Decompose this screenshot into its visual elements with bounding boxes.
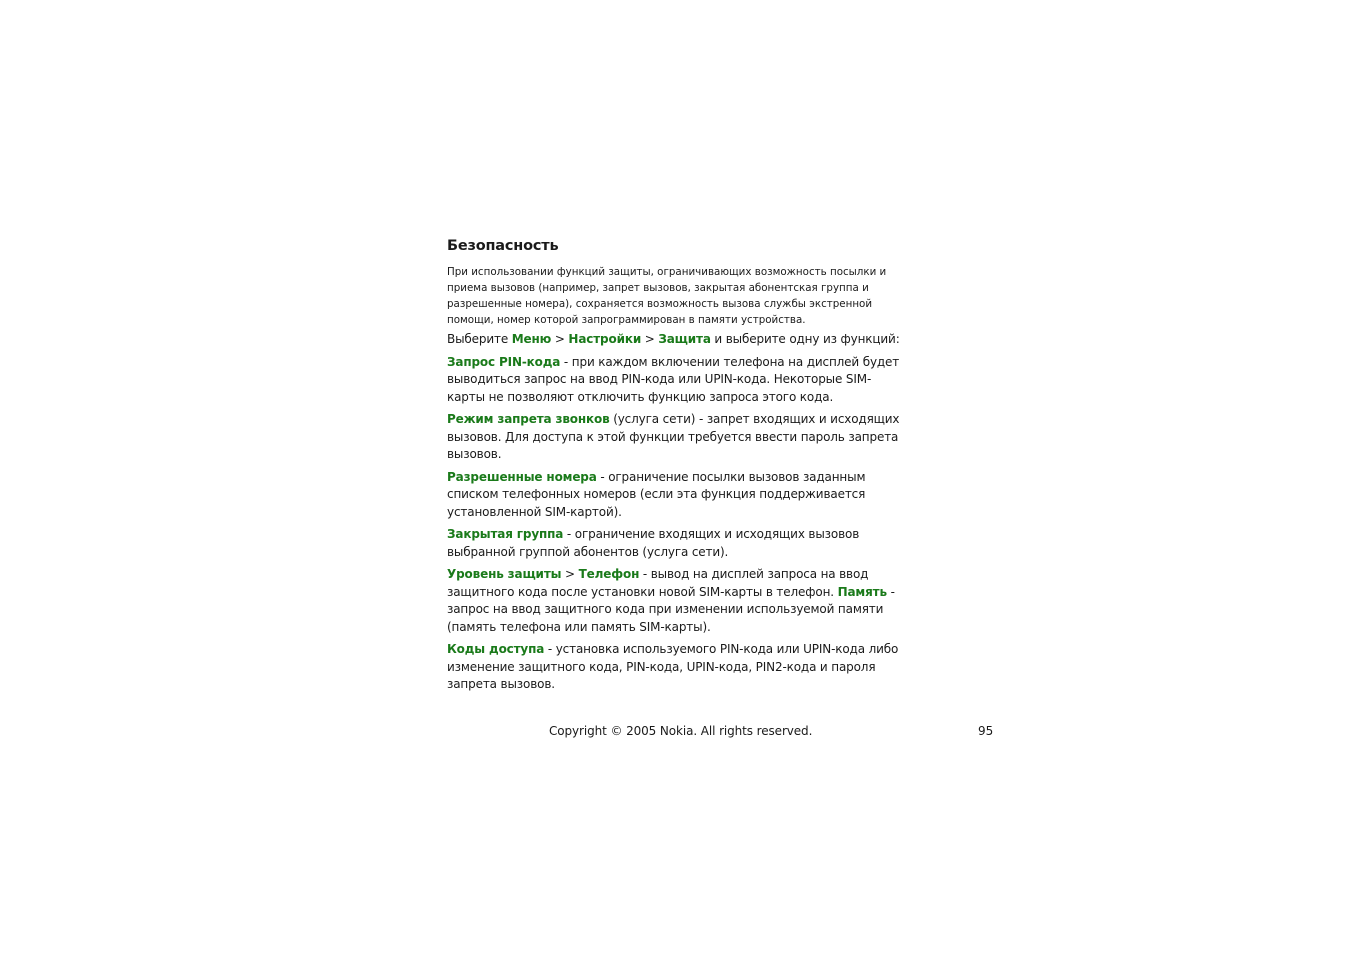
option-description: - вывод на дисплей запроса на ввод защитного кода после установки новой SIM-карты в телефон. bbox=[447, 567, 869, 599]
option-access-codes bbox=[447, 641, 909, 694]
page-content bbox=[447, 236, 909, 699]
option-term: Уровень защиты bbox=[447, 567, 562, 581]
option-security-level bbox=[447, 566, 909, 636]
option-term: Память bbox=[837, 584, 887, 599]
intro-paragraph: При использовании функций защиты, ограничивающих возможность посылки и приема вызовов (например, запрет вызовов, закрытая абонентская группа и разрешенные номера), сохраняется возможность вызова службы экстренной помощи, номер которой запрограммирован в памяти устройства. bbox=[447, 266, 887, 326]
menu-path-prefix: Выберите bbox=[447, 332, 512, 346]
option-call-barring bbox=[447, 411, 909, 464]
section-title: Безопасность bbox=[447, 238, 559, 254]
menu-link: Меню bbox=[511, 332, 552, 346]
menu-path-separator: > bbox=[551, 332, 569, 346]
option-description: - при каждом включении телефона на дисплей будет выводиться запрос на ввод PIN-кода или UPIN-кода. Некоторые SIM-карты не позволяют отключить функцию запроса этого кода. bbox=[447, 354, 900, 404]
menu-path-suffix: и выберите одну из функций: bbox=[710, 332, 900, 346]
option-description: - запрос на ввод защитного кода при изменении используемой памяти (память телефона или память SIM-карты). bbox=[447, 584, 895, 634]
security-link: Защита bbox=[658, 332, 711, 346]
option-fixed-dialing bbox=[447, 469, 909, 522]
copyright-footer: Copyright © 2005 Nokia. All rights reserved. bbox=[549, 724, 813, 738]
option-description: (услуга сети) - запрет входящих и исходящих вызовов. Для доступа к этой функции требуется ввести пароль запрета вызовов. bbox=[447, 412, 900, 461]
option-description: - ограничение входящих и исходящих вызовов выбранной группой абонентов (услуга сети). bbox=[447, 527, 860, 559]
option-separator: > bbox=[561, 567, 579, 581]
menu-path-paragraph bbox=[447, 331, 909, 349]
option-description: - установка используемого PIN-кода или UPIN-кода либо изменение защитного кода, PIN-кода, UPIN-кода, PIN2-кода и пароля запрета вызовов. bbox=[447, 642, 899, 691]
option-term: Закрытая группа bbox=[447, 527, 564, 541]
option-pin-request bbox=[447, 354, 909, 407]
option-term: Коды доступа bbox=[447, 642, 545, 656]
option-description: - ограничение посылки вызовов заданным списком телефонных номеров (если эта функция поддерживается установленной SIM-картой). bbox=[447, 469, 866, 519]
option-closed-group bbox=[447, 526, 909, 561]
option-term: Запрос PIN-кода bbox=[447, 354, 561, 369]
option-term: Разрешенные номера bbox=[447, 469, 597, 484]
option-term: Режим запрета звонков bbox=[447, 412, 610, 426]
option-term: Телефон bbox=[578, 567, 640, 581]
settings-link: Настройки bbox=[568, 332, 642, 346]
page-number: 95 bbox=[978, 724, 994, 738]
menu-path-separator: > bbox=[641, 332, 659, 346]
